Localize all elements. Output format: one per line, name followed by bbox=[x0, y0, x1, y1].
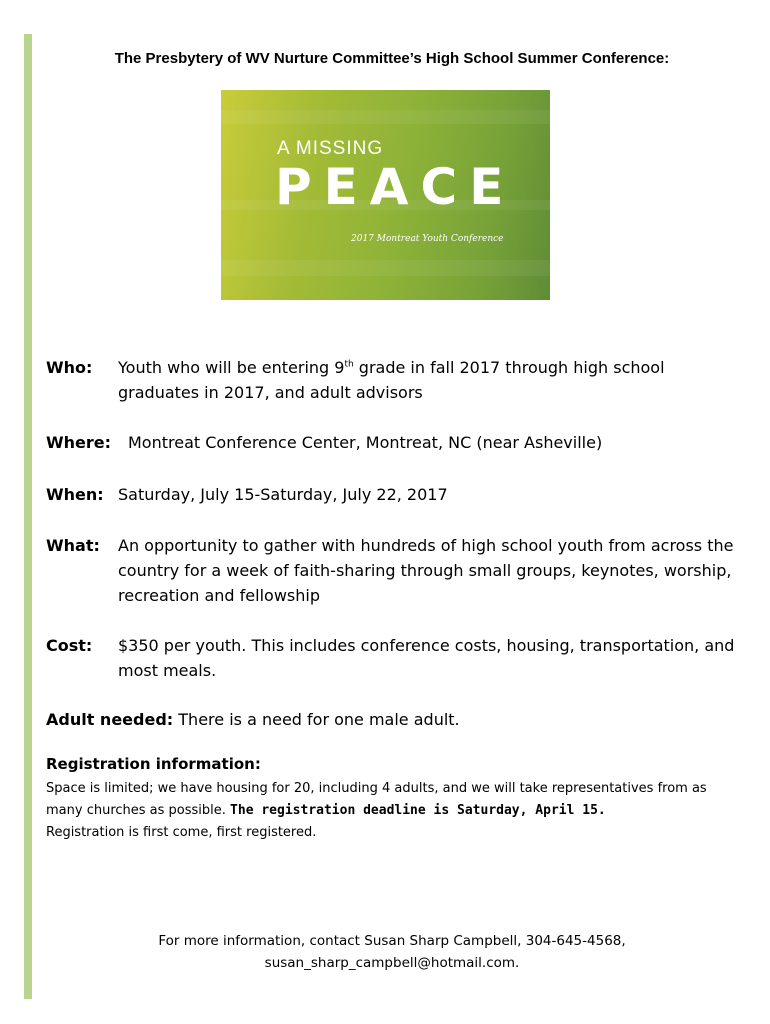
registration-heading: Registration information: bbox=[46, 755, 261, 773]
where-label: Where: bbox=[46, 433, 112, 452]
adult-text: There is a need for one male adult. bbox=[178, 710, 460, 729]
where-text: Montreat Conference Center, Montreat, NC (near Asheville) bbox=[128, 433, 603, 452]
what-text: An opportunity to gather with hundreds of high school youth from across the country for a week of faith-sharing through small groups, keynotes, worship, recreation and fellowship bbox=[118, 536, 734, 605]
registration-deadline: The registration deadline is Saturday, April 15. bbox=[230, 803, 606, 818]
what-label: What: bbox=[46, 536, 100, 555]
contact-email[interactable]: susan_sharp_campbell@hotmail.com. bbox=[264, 955, 520, 971]
registration-text-1: Space is limited; we have housing for 20, including 4 adults, and we will take representatives from as many churches as possible. bbox=[46, 781, 707, 818]
page-title: The Presbytery of WV Nurture Committee’s High School Summer Conference: bbox=[114, 50, 670, 67]
when-text: Saturday, July 15-Saturday, July 22, 2017 bbox=[118, 485, 448, 504]
banner-line-2: PEACE bbox=[275, 158, 516, 216]
contact-line-1: For more information, contact Susan Sharp Campbell, 304-645-4568, bbox=[158, 933, 626, 949]
left-accent-bar bbox=[24, 34, 32, 999]
banner-line-1: A MISSING bbox=[277, 138, 384, 159]
when-label: When: bbox=[46, 485, 104, 504]
conference-banner-image bbox=[221, 90, 550, 300]
banner-line-3: 2017 Montreat Youth Conference bbox=[351, 234, 504, 244]
cost-label: Cost: bbox=[46, 636, 93, 655]
cost-text: $350 per youth. This includes conference costs, housing, transportation, and most meals. bbox=[118, 636, 735, 680]
registration-body bbox=[46, 778, 726, 844]
who-text: Youth who will be entering 9th grade in fall 2017 through high school graduates in 2017, and adult advisors bbox=[118, 358, 665, 402]
adult-label: Adult needed: bbox=[46, 710, 174, 729]
who-label: Who: bbox=[46, 358, 93, 377]
contact-info bbox=[32, 930, 752, 974]
registration-text-2: Registration is first come, first registered. bbox=[46, 825, 317, 840]
adult-row bbox=[46, 707, 460, 732]
